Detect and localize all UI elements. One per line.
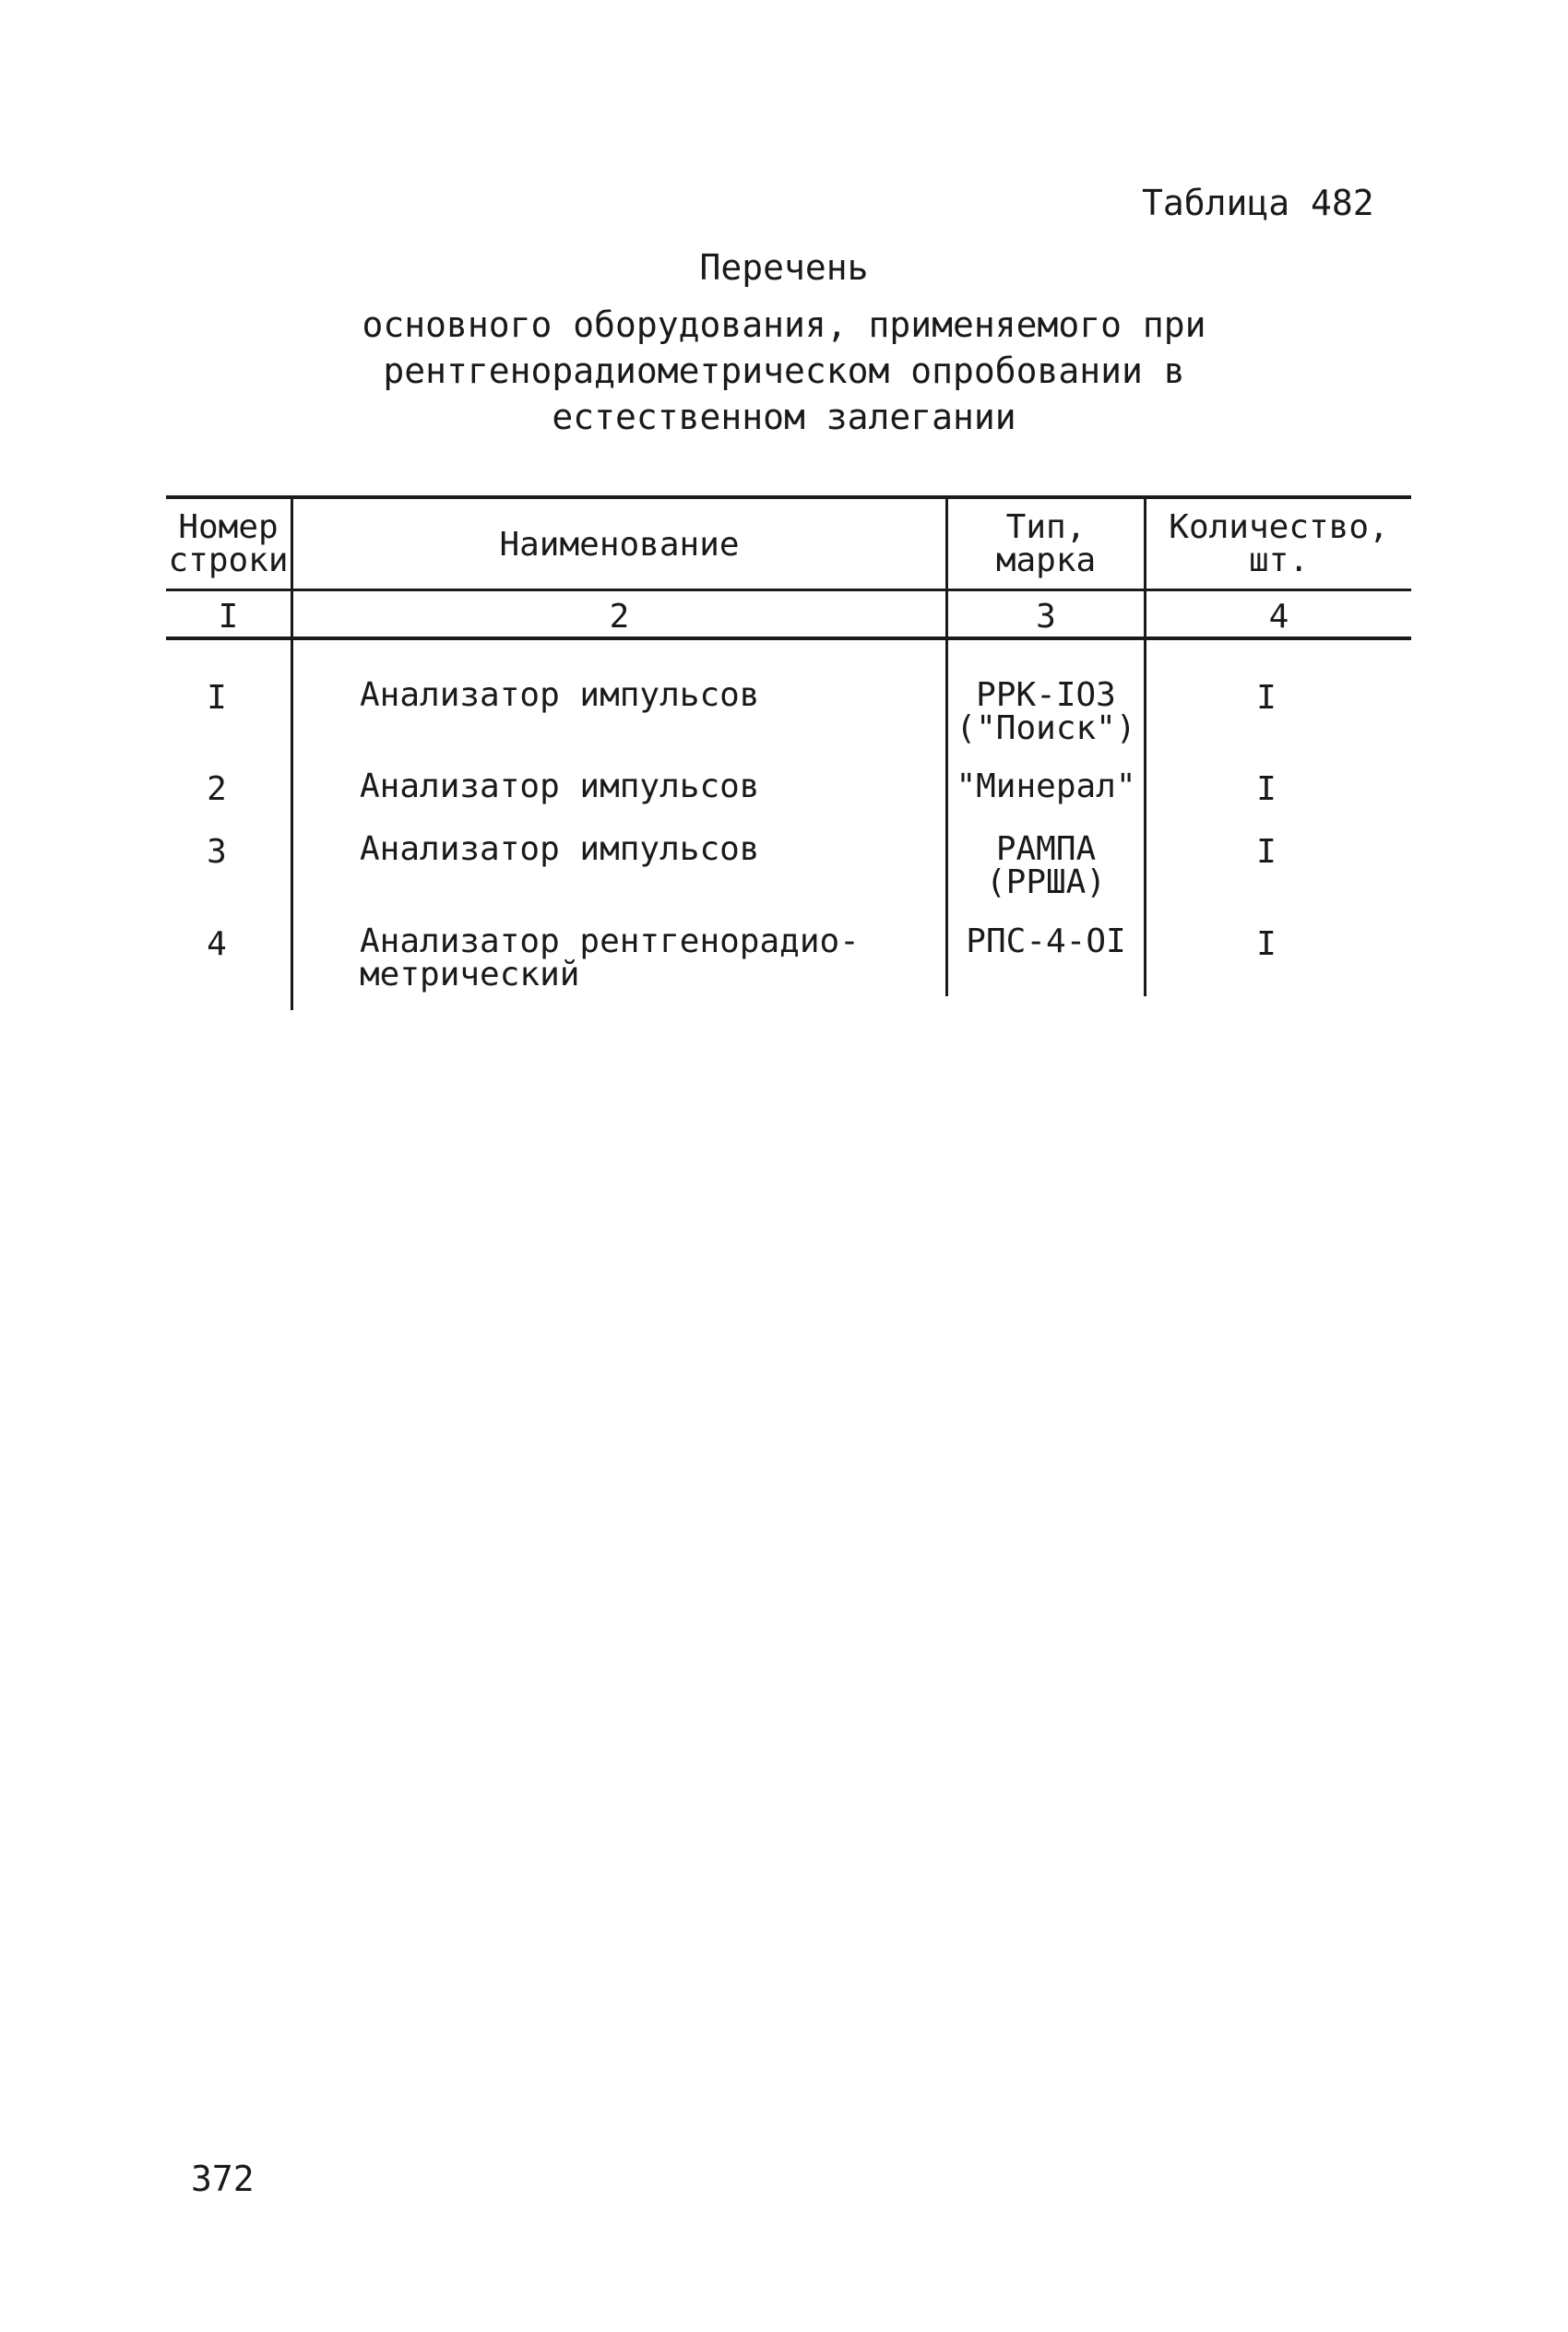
table-top-rule: [166, 495, 1411, 499]
row-number: 3: [207, 833, 227, 871]
row-qty: I: [1256, 925, 1277, 963]
row-type: РАМПА (РРША): [985, 830, 1107, 901]
page-number: 372: [191, 2159, 255, 2199]
header-bottom-rule: [166, 589, 1411, 591]
subtitle-line: основного оборудования, применяемого при: [362, 304, 1206, 345]
col-number: 4: [1268, 598, 1289, 636]
row-number: I: [207, 679, 227, 717]
header-qty: Количество, шт.: [1169, 508, 1389, 579]
header-name: Наименование: [499, 526, 740, 564]
table-label: Таблица 482: [1142, 183, 1374, 223]
header-num: Номер строки: [168, 508, 289, 579]
row-number: 2: [207, 770, 227, 808]
row-name: Анализатор импульсов: [360, 830, 760, 868]
row-type: РПС-4-ОI: [966, 922, 1126, 960]
column-numbers-rule: [166, 637, 1411, 640]
col-number: 2: [609, 598, 630, 636]
row-type: РРК-IО3 ("Поиск"): [956, 676, 1136, 747]
row-number: 4: [207, 925, 227, 963]
row-type: "Минерал": [956, 767, 1136, 805]
subtitle-line: рентгенорадиометрическом опробовании в: [383, 351, 1185, 391]
column-divider: [291, 498, 293, 1010]
row-qty: I: [1256, 679, 1277, 717]
col-number: 3: [1036, 598, 1056, 636]
row-name: Анализатор импульсов: [360, 767, 760, 805]
subtitle-line: естественном залегании: [552, 397, 1016, 437]
row-name: Анализатор рентгенорадио- метрический: [360, 922, 860, 993]
document-title: Перечень: [699, 247, 869, 288]
col-number: I: [218, 598, 239, 636]
header-type: Тип, марка: [995, 508, 1097, 579]
row-qty: I: [1256, 770, 1277, 808]
row-qty: I: [1256, 833, 1277, 871]
row-name: Анализатор импульсов: [360, 676, 760, 714]
